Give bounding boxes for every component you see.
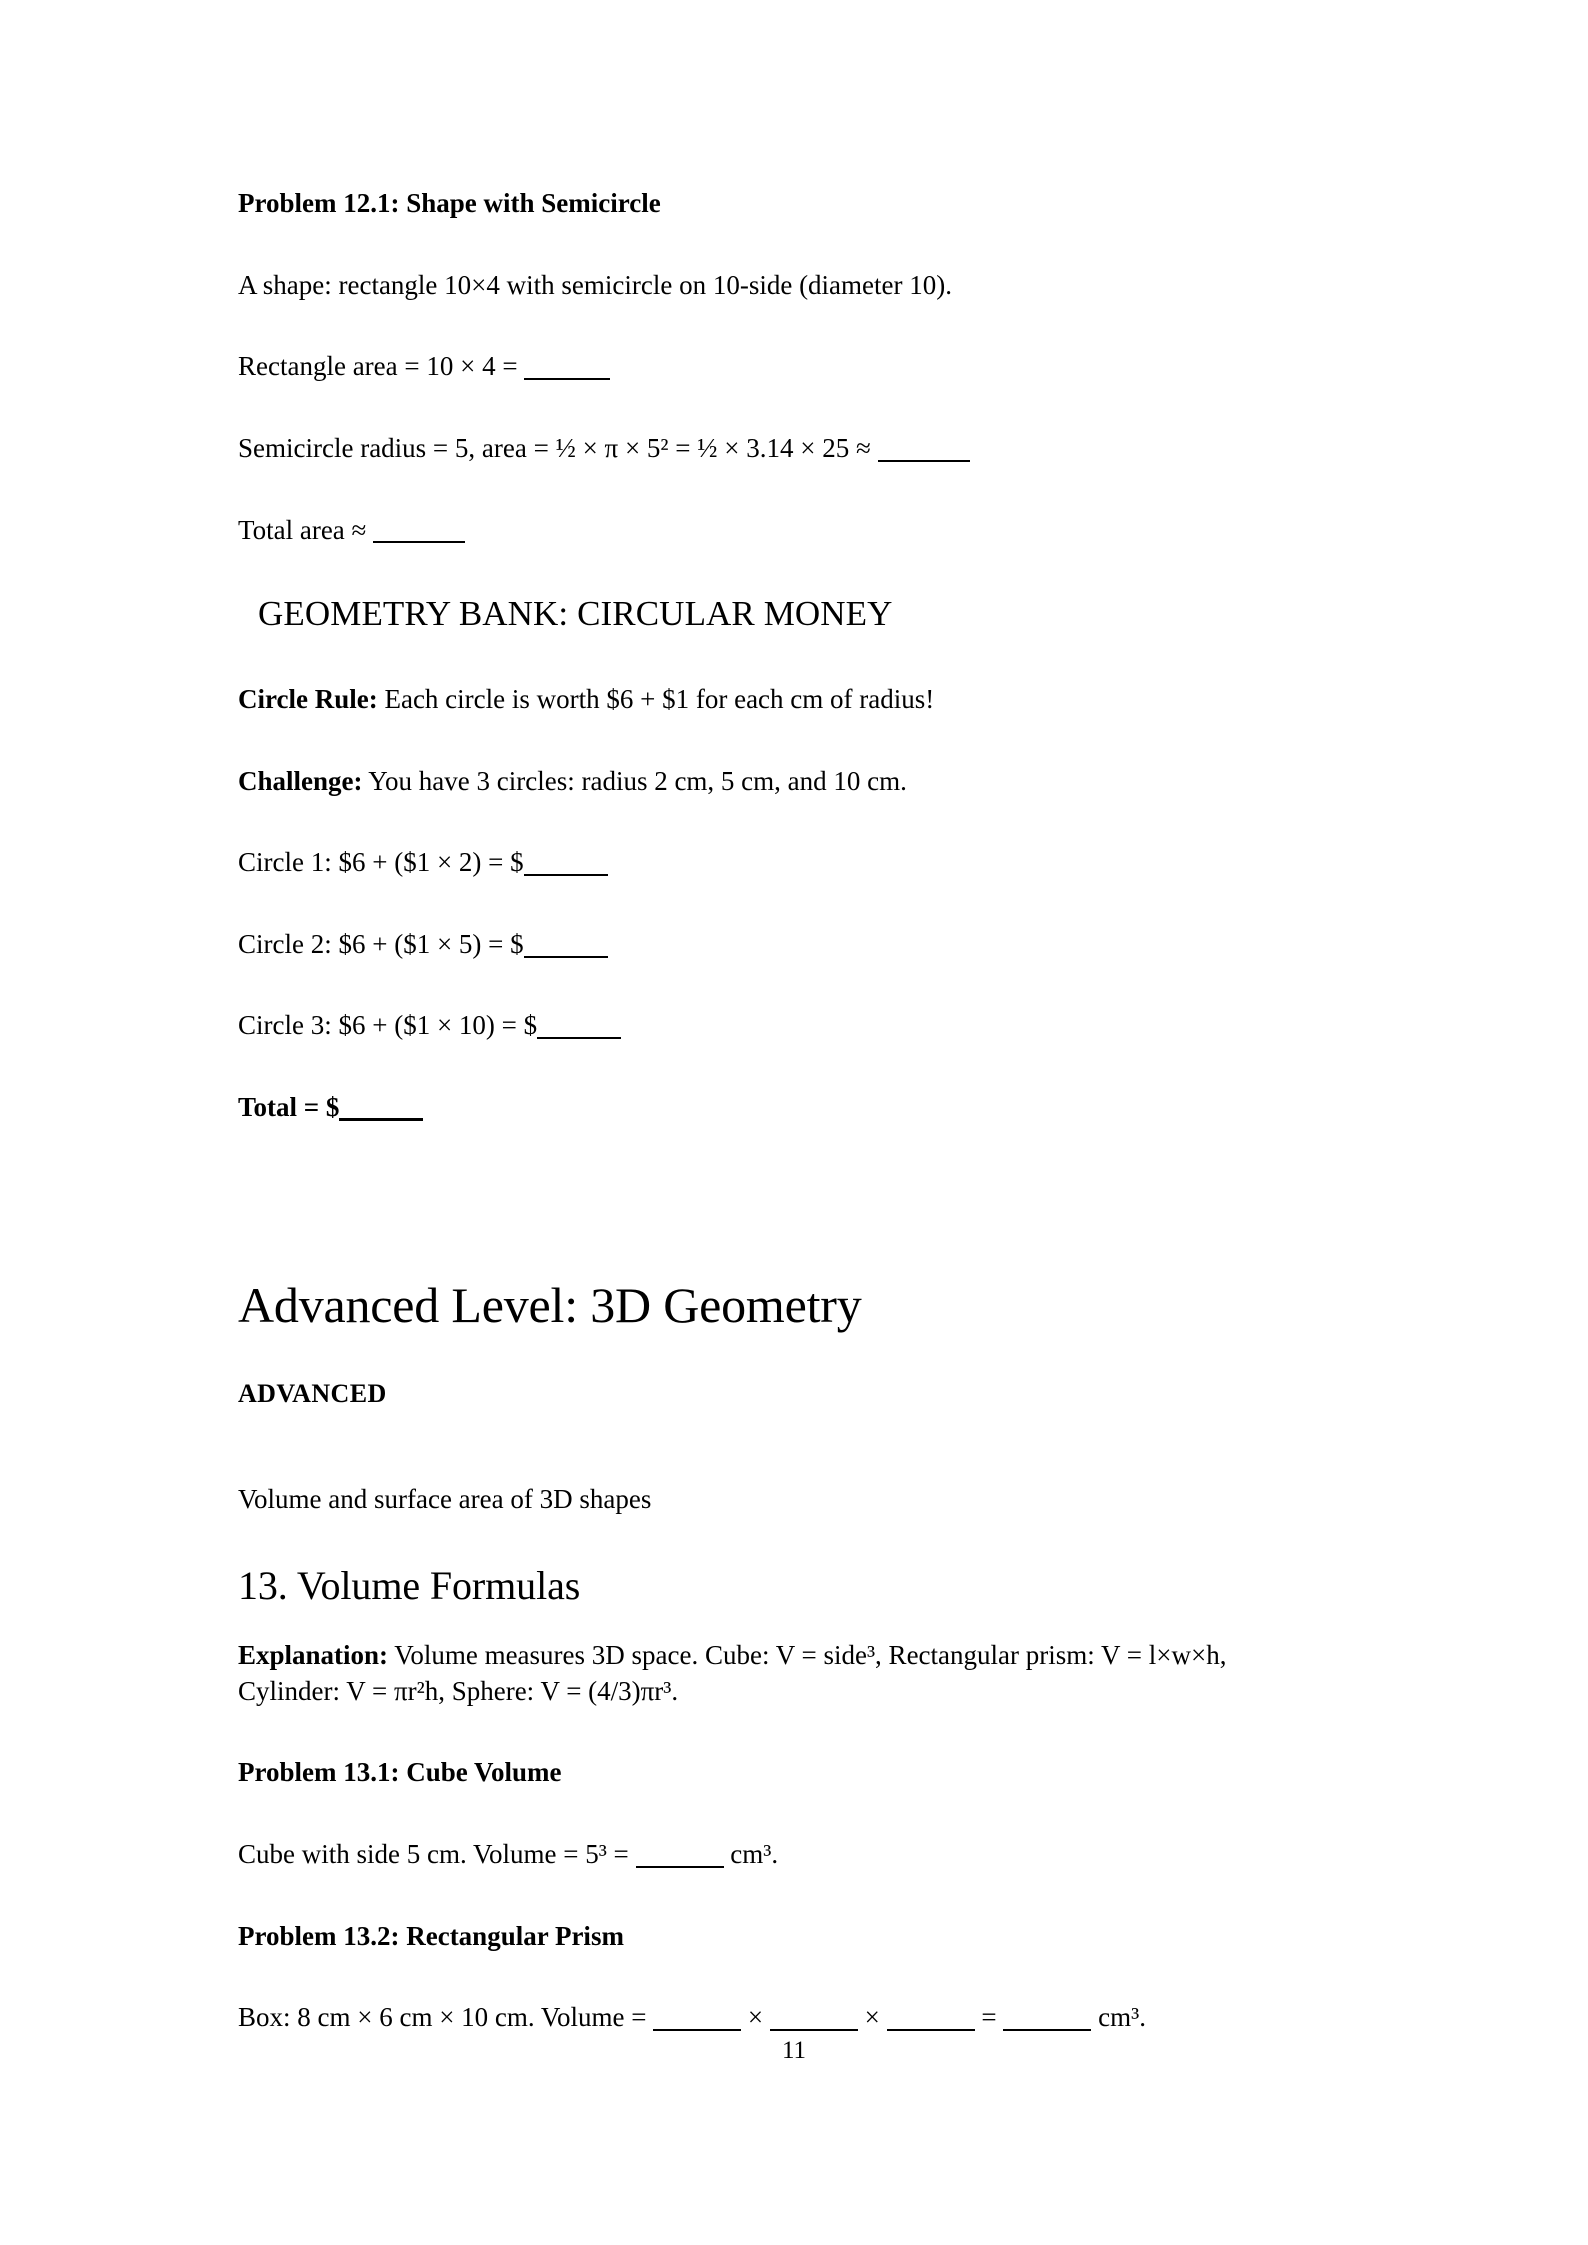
cube-volume-line <box>238 1837 1330 1873</box>
semicircle-area-line <box>238 431 1330 467</box>
spacer <box>238 1436 1330 1482</box>
circle-3-blank[interactable] <box>537 1010 621 1040</box>
advanced-subtitle: Volume and surface area of 3D shapes <box>238 1484 652 1515</box>
bank-total-blank[interactable] <box>339 1090 423 1121</box>
circle-2-blank[interactable] <box>524 928 608 958</box>
circle-2-label: Circle 2: $6 + ($1 × 5) = $ <box>238 928 524 959</box>
problem-13-2-heading: Problem 13.2: Rectangular Prism <box>238 1920 624 1951</box>
total-area-line <box>238 513 1330 549</box>
spacer <box>238 467 1330 513</box>
circle-1-line <box>238 845 1330 881</box>
geometry-bank-heading: GEOMETRY BANK: CIRCULAR MONEY <box>258 594 893 634</box>
spacer <box>238 636 1330 682</box>
spacer <box>238 1335 1330 1351</box>
bank-total-line <box>238 1090 1330 1126</box>
cube-volume-blank[interactable] <box>636 1838 724 1868</box>
section-13-heading: 13. Volume Formulas <box>238 1563 581 1609</box>
box-volume-blank-length[interactable] <box>653 2002 741 2032</box>
spacer <box>238 881 1330 927</box>
spacer <box>238 718 1330 764</box>
spacer <box>238 548 1330 592</box>
semicircle-area-blank[interactable] <box>878 432 970 462</box>
explanation-text: Volume measures 3D space. Cube: V = side³, Rectangular prism: V = l×w×h, Cylinder: V = πr²h, Sphere: V = (4/3)πr³. <box>238 1640 1227 1706</box>
challenge-text: You have 3 circles: radius 2 cm, 5 cm, and 10 cm. <box>362 765 907 796</box>
circle-rule-text: Each circle is worth $6 + $1 for each cm of radius! <box>377 683 935 714</box>
box-volume-blank-result[interactable] <box>1003 2002 1091 2032</box>
box-volume-unit: cm³. <box>1091 2002 1146 2033</box>
problem-13-1-heading: Problem 13.1: Cube Volume <box>238 1757 562 1788</box>
circle-rule-label: Circle Rule: <box>238 683 378 714</box>
spacer <box>238 1954 1330 2000</box>
circle-1-blank[interactable] <box>524 846 608 876</box>
spacer <box>238 1044 1330 1090</box>
semicircle-area-label: Semicircle radius = 5, area = ½ × π × 5² = ½ × 3.14 × 25 ≈ <box>238 432 878 463</box>
spacer <box>238 303 1330 349</box>
total-area-blank[interactable] <box>373 514 465 544</box>
box-volume-blank-height[interactable] <box>887 2002 975 2032</box>
circle-1-label: Circle 1: $6 + ($1 × 2) = $ <box>238 847 524 878</box>
spacer <box>238 1126 1330 1276</box>
circle-rule-line <box>238 682 1330 718</box>
cube-volume-unit: cm³. <box>723 1838 779 1869</box>
rectangle-area-label: Rectangle area = 10 × 4 = <box>238 351 525 382</box>
box-volume-line <box>238 2000 1330 2036</box>
spacer <box>238 962 1330 1008</box>
spacer <box>238 1610 1330 1638</box>
rectangle-area-blank[interactable] <box>524 351 610 381</box>
bank-total-label: Total = $ <box>238 1092 340 1122</box>
challenge-label: Challenge: <box>238 765 363 796</box>
spacer <box>238 222 1330 268</box>
page-number: 11 <box>781 2037 807 2064</box>
circle-2-line <box>238 927 1330 963</box>
problem-12-1-description: A shape: rectangle 10×4 with semicircle on 10-side (diameter 10). <box>238 269 952 300</box>
explanation-line <box>238 1638 1330 1709</box>
spacer <box>238 1518 1330 1562</box>
box-volume-op-2: × <box>857 2002 887 2033</box>
box-volume-op-3: = <box>974 2002 1004 2033</box>
spacer <box>238 385 1330 431</box>
page-content <box>238 186 1330 2036</box>
challenge-line <box>238 764 1330 800</box>
advanced-badge: ADVANCED <box>238 1378 387 1408</box>
rectangle-area-line <box>238 349 1330 385</box>
box-volume-blank-width[interactable] <box>770 2002 858 2032</box>
spacer <box>238 1873 1330 1919</box>
box-volume-op-1: × <box>741 2002 770 2033</box>
cube-volume-label: Cube with side 5 cm. Volume = 5³ = <box>238 1838 636 1869</box>
explanation-label: Explanation: <box>238 1640 389 1671</box>
spacer <box>238 1709 1330 1755</box>
advanced-level-title: Advanced Level: 3D Geometry <box>238 1276 862 1333</box>
circle-3-line <box>238 1008 1330 1044</box>
total-area-label: Total area ≈ <box>238 514 374 545</box>
circle-3-label: Circle 3: $6 + ($1 × 10) = $ <box>238 1010 538 1041</box>
problem-12-1-heading: Problem 12.1: Shape with Semicircle <box>238 188 661 218</box>
spacer <box>238 799 1330 845</box>
box-volume-label: Box: 8 cm × 6 cm × 10 cm. Volume = <box>238 2002 654 2033</box>
spacer <box>238 1791 1330 1837</box>
